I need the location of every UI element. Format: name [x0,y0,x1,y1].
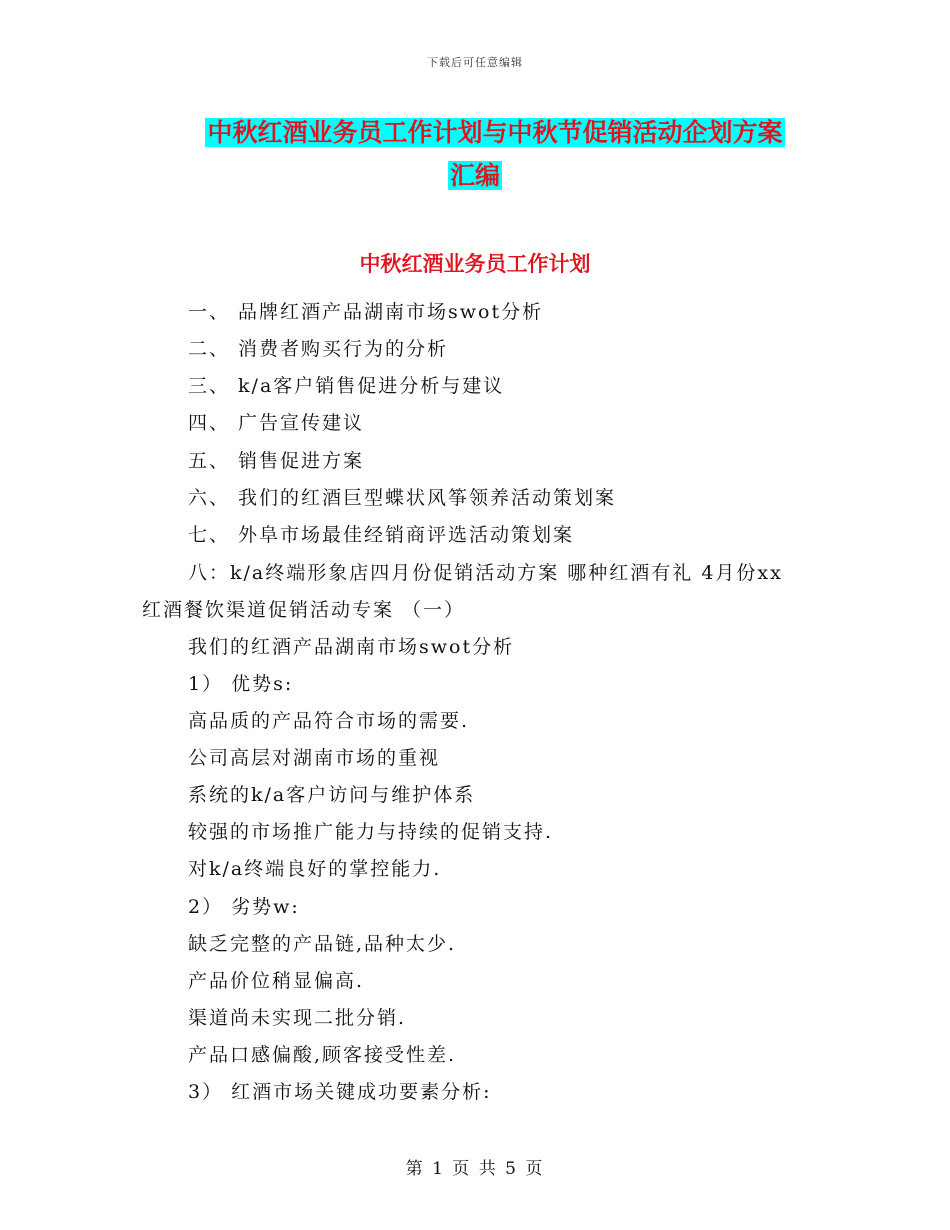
toc-item-3: 三、 k/a客户销售促进分析与建议 [188,375,505,397]
page-number: 第 1 页 共 5 页 [405,1159,545,1179]
toc-item-8-line-1: 八：k/a终端形象店四月份促销活动方案 哪种红酒有礼 4月份xx [188,562,783,584]
toc-item-8-line-2: 红酒餐饮渠道促销活动专案 （一） [142,599,466,621]
body-line: 3） 红酒市场关键成功要素分析: [188,1081,492,1103]
toc-item-2: 二、 消费者购买行为的分析 [188,338,449,360]
toc-item-6: 六、 我们的红酒巨型蝶状风筝领养活动策划案 [188,487,617,509]
section-title: 中秋红酒业务员工作计划 [359,252,591,276]
header-note: 下载后可任意编辑 [427,56,523,69]
body-line: 公司高层对湖南市场的重视 [188,747,441,769]
toc-item-5: 五、 销售促进方案 [188,450,365,472]
body-line: 产品价位稍显偏高. [188,970,365,992]
body-line: 对k/a终端良好的掌控能力. [188,858,442,880]
body-line: 较强的市场推广能力与持续的促销支持. [188,821,554,843]
document-title-line-1: 中秋红酒业务员工作计划与中秋节促销活动企划方案 [207,118,783,147]
body-line: 1） 优势s: [188,673,294,695]
body-line: 渠道尚未实现二批分销. [188,1007,407,1029]
toc-item-7: 七、 外阜市场最佳经销商评选活动策划案 [188,524,575,546]
body-line: 系统的k/a客户访问与维护体系 [188,784,476,806]
body-line: 高品质的产品符合市场的需要. [188,710,470,732]
body-line: 我们的红酒产品湖南市场swot分析 [188,636,515,658]
body-line: 产品口感偏酸,顾客接受性差. [188,1044,457,1066]
toc-item-4: 四、 广告宣传建议 [188,412,365,434]
toc-item-1: 一、 品牌红酒产品湖南市场swot分析 [188,301,544,323]
document-title-line-2: 汇编 [449,161,500,190]
body-line: 2） 劣势w: [188,896,300,918]
body-line: 缺乏完整的产品链,品种太少. [188,933,457,955]
